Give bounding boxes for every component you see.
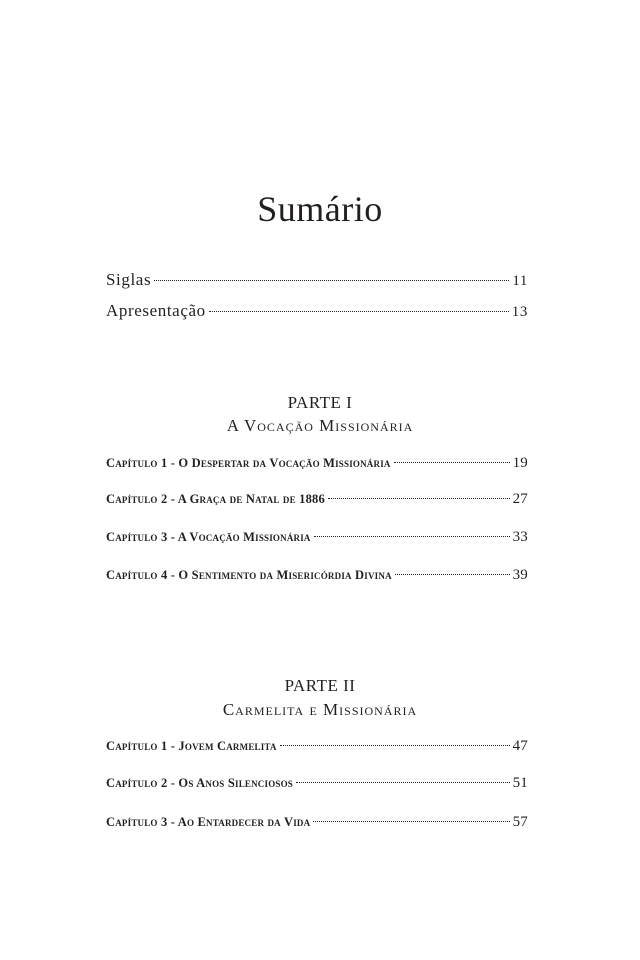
toc-page-number: 57 (512, 814, 528, 830)
toc-entry-part2-ch1 (106, 738, 528, 755)
toc-leader-dots (328, 498, 510, 499)
toc-entry-part2-ch2 (106, 775, 528, 792)
toc-entry-part1-ch3 (106, 529, 528, 546)
toc-leader-dots (314, 536, 510, 537)
toc-page-number: 13 (511, 304, 528, 320)
part-heading-2: PARTE II (284, 676, 356, 695)
toc-page-number: 39 (512, 567, 528, 583)
toc-entry-part1-ch2 (106, 491, 528, 508)
toc-leader-dots (280, 745, 510, 746)
page-title: Sumário (257, 189, 383, 229)
toc-leader-dots (296, 782, 510, 783)
toc-entry-label: Capítulo 2 - A Graça de Natal de 1886 (106, 492, 325, 506)
part-heading-1: PARTE I (287, 393, 353, 412)
toc-entry-label: Capítulo 4 - O Sentimento da Misericórdia Divina (106, 568, 392, 582)
toc-entry-label: Capítulo 2 - Os Anos Silenciosos (106, 776, 294, 790)
toc-entry-part2-ch3 (106, 814, 528, 831)
toc-leader-dots (394, 462, 510, 463)
toc-page-number: 51 (512, 775, 528, 791)
toc-entry-label: Capítulo 1 - Jovem Carmelita (106, 739, 277, 753)
toc-entry-siglas (106, 270, 528, 290)
toc-entry-label: Capítulo 1 - O Despertar da Vocação Missionária (106, 456, 391, 470)
toc-entry-apresentacao (106, 301, 528, 321)
toc-page-number: 19 (512, 455, 528, 471)
part-subtitle-1: A Vocação Missionária (226, 416, 414, 435)
toc-page-number: 47 (512, 738, 528, 754)
toc-page-number: 11 (512, 273, 528, 289)
toc-entry-part1-ch1 (106, 455, 528, 472)
toc-page-number: 33 (512, 529, 528, 545)
toc-entry-part1-ch4 (106, 567, 528, 584)
toc-leader-dots (313, 821, 509, 822)
toc-entry-label: Capítulo 3 - Ao Entardecer da Vida (106, 815, 311, 829)
toc-leader-dots (395, 574, 510, 575)
toc-entry-label: Capítulo 3 - A Vocação Missionária (106, 530, 311, 544)
toc-entry-label: Siglas (106, 270, 152, 289)
toc-leader-dots (209, 311, 509, 312)
part-subtitle-2: Carmelita e Missionária (222, 700, 418, 719)
toc-leader-dots (154, 280, 509, 281)
toc-entry-label: Apresentação (106, 301, 206, 320)
toc-page-number: 27 (512, 491, 528, 507)
